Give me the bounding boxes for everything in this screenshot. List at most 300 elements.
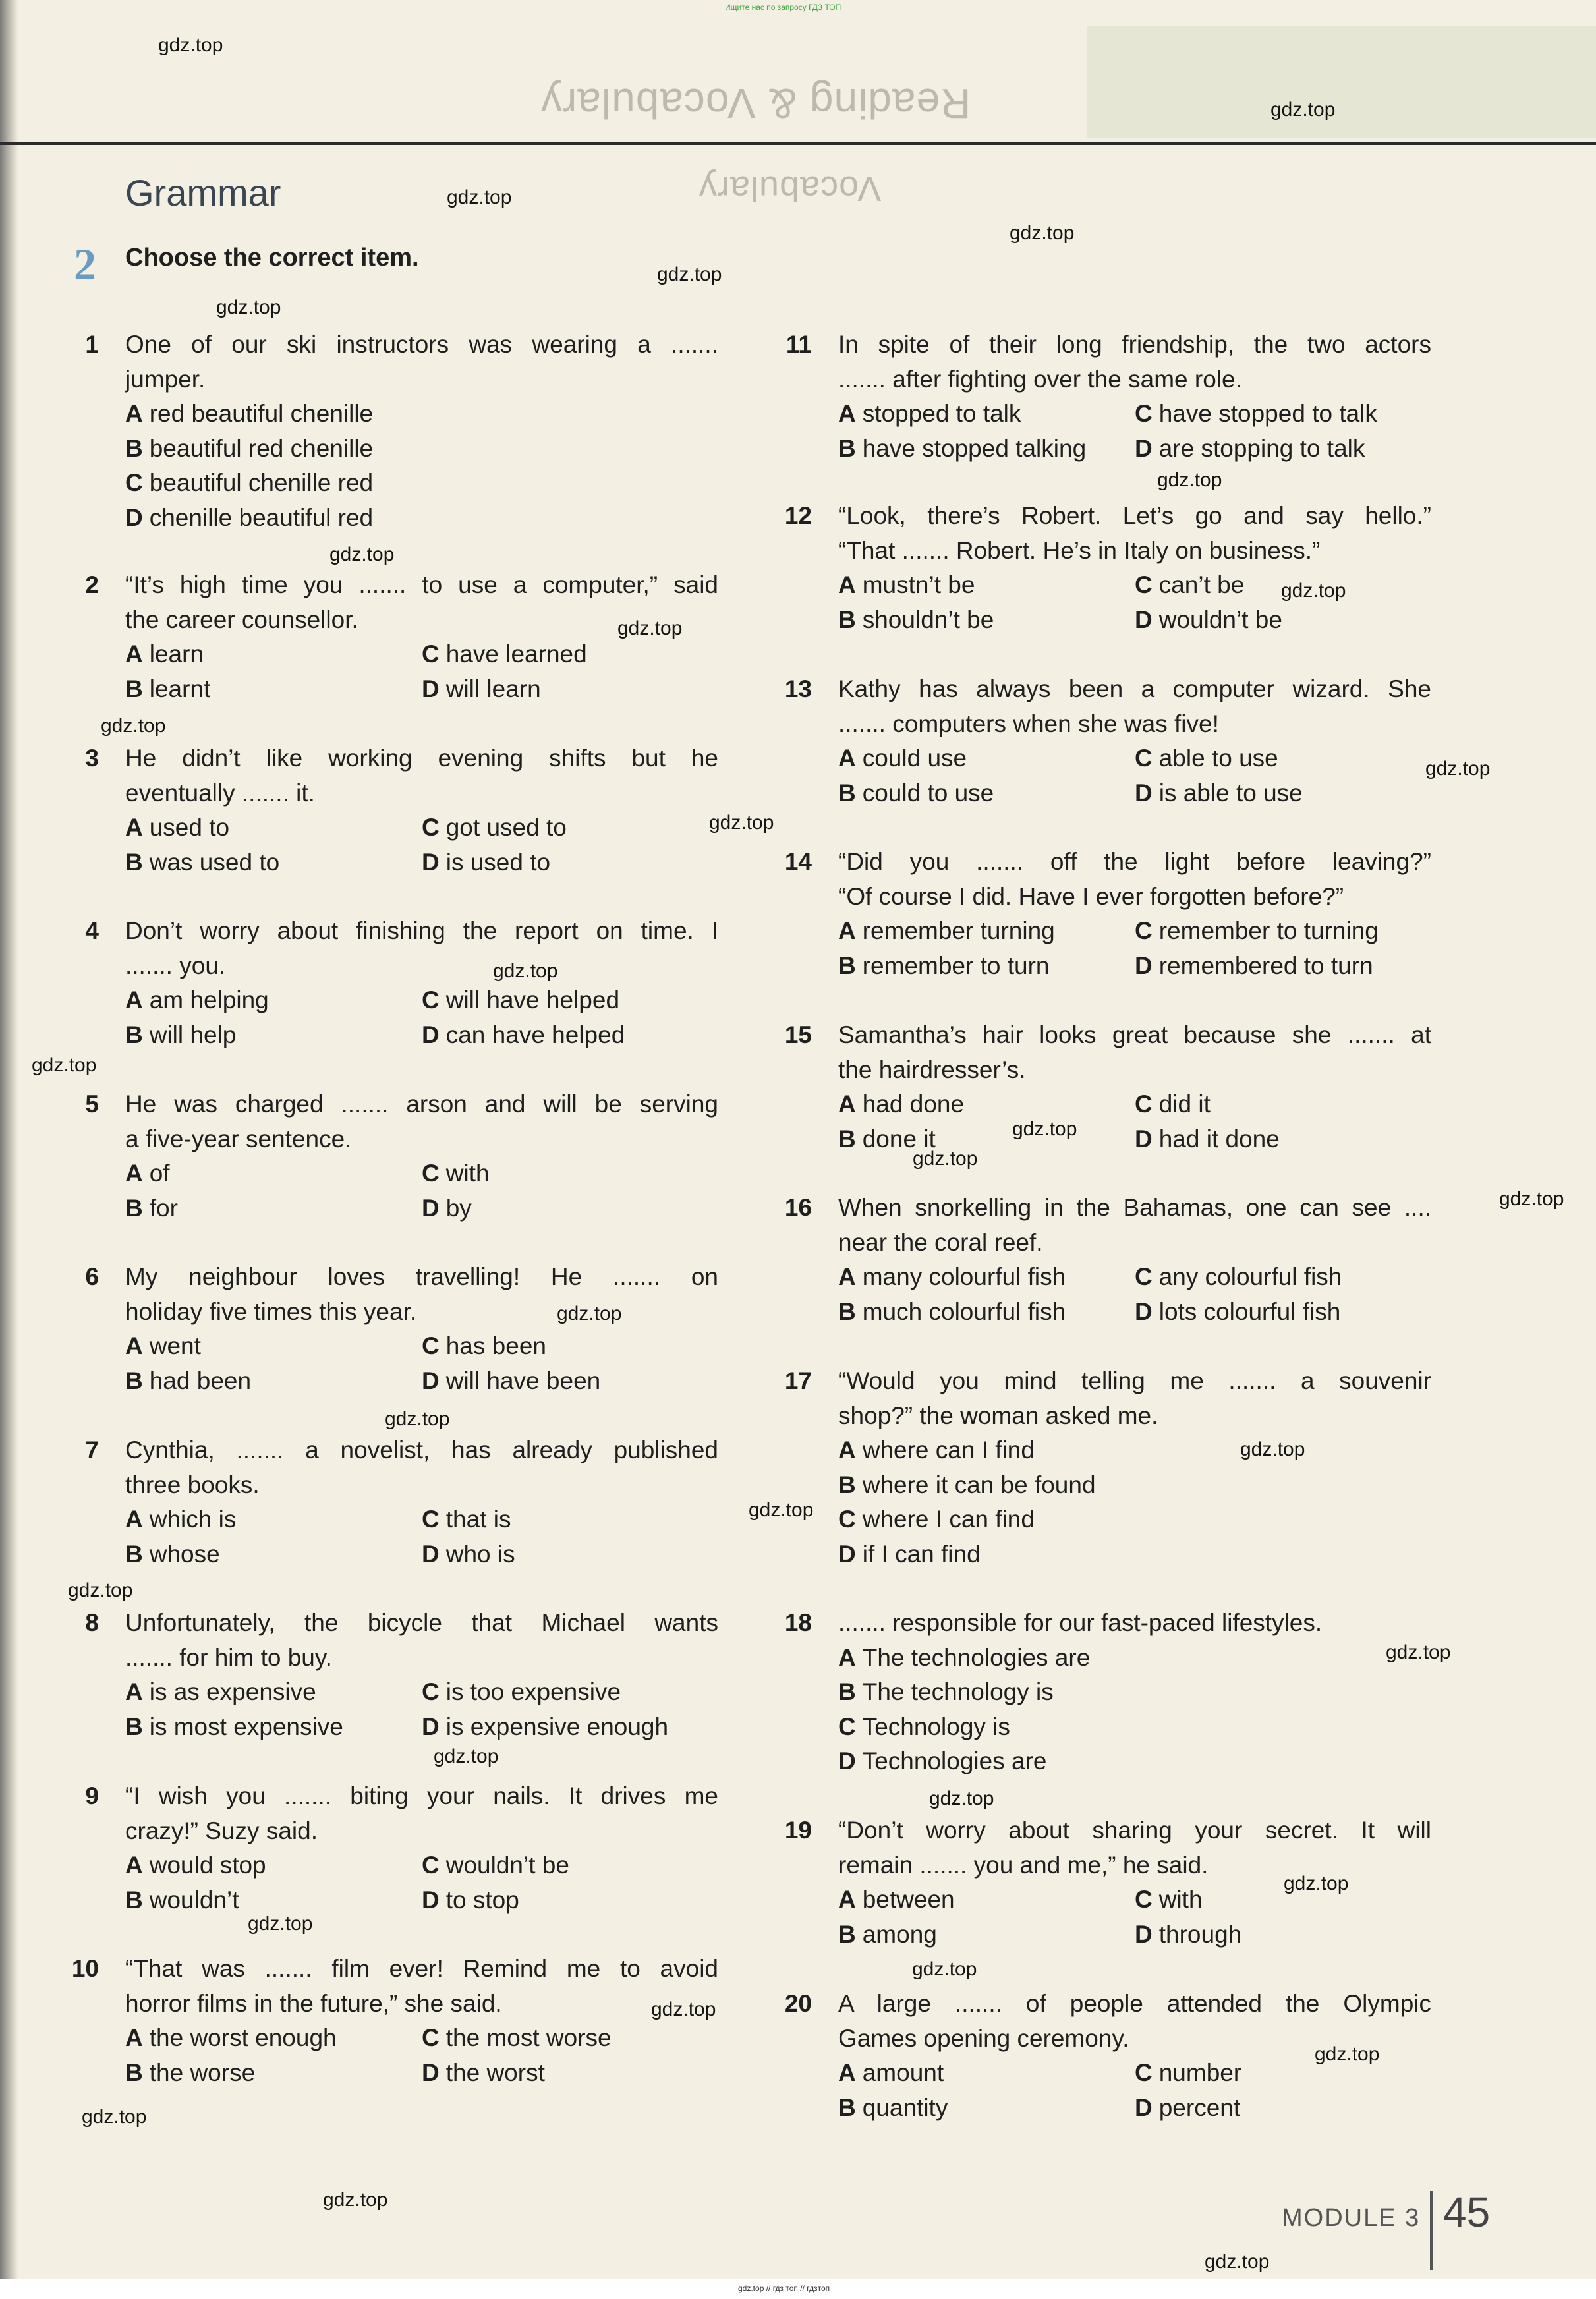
answer-option-a[interactable] <box>125 1156 422 1191</box>
option-letter: D <box>422 1713 440 1740</box>
answer-option-d[interactable] <box>422 1710 718 1745</box>
option-letter: A <box>125 1852 143 1879</box>
option-text: Technologies are <box>862 1747 1047 1774</box>
answer-options <box>838 914 1431 983</box>
option-letter: A <box>838 745 856 772</box>
option-text: stopped to talk <box>862 400 1021 427</box>
answer-option-d[interactable] <box>422 1364 718 1399</box>
option-text: will help <box>149 1021 237 1048</box>
question-stem-line: jumper. <box>125 365 206 393</box>
answer-option-d[interactable] <box>1135 1295 1431 1330</box>
answer-option-b[interactable] <box>125 845 422 880</box>
option-text: had been <box>149 1367 252 1394</box>
answer-option-b[interactable] <box>838 1675 1431 1710</box>
answer-option-c[interactable] <box>422 2021 718 2056</box>
question-7 <box>85 1433 718 1572</box>
option-text: is too expensive <box>445 1678 621 1705</box>
answer-option-c[interactable] <box>1135 1883 1431 1917</box>
watermark-text: gdz.top <box>323 2189 388 2211</box>
option-text: the worse <box>149 2058 256 2086</box>
answer-option-d[interactable] <box>1135 1917 1431 1952</box>
option-letter: D <box>1135 606 1153 633</box>
option-text: remember to turning <box>1158 917 1379 944</box>
question-number: 20 <box>784 1990 812 2017</box>
question-stem-line: Games opening ceremony. <box>838 2024 1129 2052</box>
question-number: 9 <box>85 1782 99 1809</box>
option-text: are stopping to talk <box>1158 434 1365 462</box>
option-letter: C <box>1135 400 1153 427</box>
option-text: have stopped to talk <box>1158 400 1377 427</box>
answer-option-a[interactable] <box>838 914 1135 949</box>
option-letter: B <box>838 1920 856 1948</box>
answer-options <box>125 1848 718 1917</box>
watermark-text: gdz.top <box>434 1746 499 1767</box>
question-stem-line: My neighbour loves travelling! He ....... on <box>125 1263 718 1290</box>
question-stem-line: Don’t worry about finishing the report on time. I <box>125 917 718 944</box>
option-text: used to <box>149 814 230 841</box>
question-number: 6 <box>85 1263 99 1290</box>
option-letter: C <box>422 986 440 1013</box>
answer-options <box>125 397 718 535</box>
answer-option-c[interactable] <box>1135 2056 1431 2091</box>
option-text: by <box>445 1194 472 1222</box>
question-number: 15 <box>784 1021 812 1048</box>
option-text: much colourful fish <box>862 1297 1066 1325</box>
question-stem-line: shop?” the woman asked me. <box>838 1402 1158 1429</box>
option-text: if I can find <box>862 1540 981 1568</box>
watermark-text: gdz.top <box>709 812 774 834</box>
answer-option-a[interactable] <box>125 397 718 432</box>
answer-option-a[interactable] <box>125 983 422 1018</box>
option-letter: A <box>125 640 143 667</box>
watermark-text: gdz.top <box>1315 2043 1380 2065</box>
answer-option-c[interactable] <box>1135 914 1431 949</box>
question-number: 17 <box>784 1367 812 1394</box>
watermark-text: gdz.top <box>749 1499 814 1521</box>
watermark-text: gdz.top <box>1499 1188 1564 1210</box>
answer-option-c[interactable] <box>422 1329 718 1364</box>
option-text: wouldn’t be <box>445 1852 569 1879</box>
option-letter: D <box>422 1367 440 1394</box>
option-text: The technology is <box>862 1678 1054 1705</box>
module-label: MODULE 3 <box>1282 2204 1421 2232</box>
option-text: for <box>149 1194 178 1222</box>
top-note: Ищите нас по запросу ГДЗ ТОП <box>725 3 841 12</box>
question-18 <box>784 1606 1431 1779</box>
answer-options <box>125 1329 718 1398</box>
option-letter: D <box>422 1194 440 1222</box>
answer-option-c[interactable] <box>1135 397 1431 432</box>
option-text: whose <box>149 1540 220 1568</box>
option-letter: A <box>125 2024 143 2051</box>
option-letter: B <box>838 434 856 462</box>
question-5 <box>85 1087 718 1226</box>
question-1 <box>85 327 718 535</box>
option-letter: A <box>838 400 856 427</box>
option-text: remembered to turn <box>1158 951 1373 979</box>
question-stem-line: ....... computers when she was five! <box>838 710 1219 737</box>
answer-option-b[interactable] <box>125 2056 422 2091</box>
option-text: chenille beautiful red <box>149 503 374 531</box>
answer-option-c[interactable] <box>125 466 718 501</box>
option-text: is used to <box>445 848 551 876</box>
answer-option-d[interactable] <box>838 1744 1431 1779</box>
option-letter: C <box>1135 917 1153 944</box>
answer-option-d[interactable] <box>422 1883 718 1918</box>
option-text: can’t be <box>1158 571 1245 598</box>
answer-option-b[interactable] <box>838 603 1135 638</box>
option-text: able to use <box>1158 745 1278 772</box>
option-text: wouldn’t <box>149 1886 239 1914</box>
answer-option-c[interactable] <box>838 1502 1431 1537</box>
answer-option-d[interactable] <box>422 845 718 880</box>
option-letter: B <box>125 1194 143 1222</box>
option-text: could use <box>862 745 967 772</box>
question-stem-line: holiday five times this year. <box>125 1297 417 1325</box>
question-6 <box>85 1260 718 1398</box>
answer-option-a[interactable] <box>125 1675 422 1710</box>
answer-option-a[interactable] <box>125 1502 422 1537</box>
question-stem-line: the career counsellor. <box>125 606 358 633</box>
watermark-text: gdz.top <box>557 1303 622 1324</box>
option-letter: D <box>1135 2093 1153 2121</box>
watermark-text: gdz.top <box>1386 1641 1451 1663</box>
option-letter: D <box>422 2058 440 2086</box>
answer-option-a[interactable] <box>125 810 422 845</box>
option-letter: B <box>838 1297 856 1325</box>
option-text: beautiful red chenille <box>149 434 374 462</box>
option-text: learn <box>149 640 204 667</box>
answer-option-b[interactable] <box>125 1537 422 1572</box>
option-text: mustn’t be <box>862 571 975 598</box>
watermark-text: gdz.top <box>1240 1438 1305 1460</box>
question-number: 16 <box>784 1194 812 1221</box>
question-stem-line: crazy!” Suzy said. <box>125 1817 318 1844</box>
answer-option-d[interactable] <box>125 501 718 536</box>
question-stem-line: Unfortunately, the bicycle that Michael wants <box>125 1609 718 1636</box>
answer-option-c[interactable] <box>1135 741 1431 776</box>
answer-options <box>838 397 1431 466</box>
bleed-through-title: Reading & Vocabulary <box>540 80 971 127</box>
option-letter: D <box>1135 1297 1153 1325</box>
option-text: have learned <box>445 640 587 667</box>
option-text: quantity <box>862 2093 948 2121</box>
question-stem-line: ....... after fighting over the same role. <box>838 365 1242 393</box>
option-letter: C <box>422 1160 440 1187</box>
question-stem-line: ....... for him to buy. <box>125 1643 332 1671</box>
option-letter: D <box>422 1886 440 1914</box>
option-letter: C <box>1135 745 1153 772</box>
answer-option-a[interactable] <box>125 637 422 672</box>
question-stem-line: three books. <box>125 1471 260 1498</box>
answer-options <box>838 1087 1431 1156</box>
option-letter: A <box>125 986 143 1013</box>
option-letter: D <box>422 1540 440 1568</box>
answer-options <box>125 2021 718 2090</box>
option-text: with <box>1158 1886 1203 1913</box>
question-stem-line: He didn’t like working evening shifts but he <box>125 745 718 772</box>
answer-option-b[interactable] <box>838 1917 1135 1952</box>
question-4 <box>85 914 718 1052</box>
question-8 <box>85 1606 718 1744</box>
option-text: have stopped talking <box>862 434 1087 462</box>
answer-option-d[interactable] <box>422 2056 718 2091</box>
option-text: the worst <box>445 2058 545 2086</box>
watermark-text: gdz.top <box>1205 2251 1270 2273</box>
watermark-text: gdz.top <box>1010 222 1075 244</box>
answer-option-a[interactable] <box>838 1260 1135 1295</box>
question-number: 1 <box>85 331 99 358</box>
option-text: percent <box>1158 2093 1241 2121</box>
option-text: is as expensive <box>149 1678 316 1705</box>
option-text: went <box>149 1332 201 1359</box>
question-stem-line: horror films in the future,” she said. <box>125 1989 502 2017</box>
question-13 <box>784 672 1431 810</box>
answer-option-d[interactable] <box>1135 432 1431 467</box>
answer-option-d[interactable] <box>838 1537 1431 1572</box>
question-stem-line: “I wish you ....... biting your nails. It drives me <box>125 1782 718 1809</box>
answer-options <box>125 1502 718 1572</box>
question-stem-line: eventually ....... it. <box>125 779 315 807</box>
question-stem-line: “Did you ....... off the light before leaving?” <box>838 848 1431 875</box>
answer-option-b[interactable] <box>838 1295 1135 1330</box>
option-text: to stop <box>445 1886 519 1914</box>
option-letter: D <box>1135 1125 1153 1152</box>
option-text: would stop <box>149 1852 266 1879</box>
watermark-text: gdz.top <box>82 2106 147 2128</box>
watermark-text: gdz.top <box>1157 469 1222 491</box>
option-letter: B <box>838 779 856 807</box>
answer-option-b[interactable] <box>838 432 1135 467</box>
watermark-text: gdz.top <box>1425 758 1491 780</box>
question-10 <box>71 1952 718 2090</box>
answer-option-d[interactable] <box>1135 776 1431 811</box>
option-letter: B <box>125 675 143 702</box>
option-text: through <box>1158 1920 1242 1948</box>
answer-option-c[interactable] <box>838 1710 1431 1745</box>
option-text: with <box>445 1160 490 1187</box>
watermark-text: gdz.top <box>447 186 512 208</box>
option-letter: B <box>125 1886 143 1914</box>
option-letter: B <box>838 951 856 979</box>
answer-option-b[interactable] <box>838 949 1135 984</box>
answer-option-c[interactable] <box>422 983 718 1018</box>
answer-option-c[interactable] <box>422 1502 718 1537</box>
answer-options <box>838 741 1431 810</box>
answer-option-c[interactable] <box>422 1675 718 1710</box>
option-text: amount <box>862 2059 944 2086</box>
option-letter: B <box>838 606 856 633</box>
answer-option-b[interactable] <box>838 2091 1135 2126</box>
question-3 <box>85 741 718 880</box>
question-stem-line: remain ....... you and me,” he said. <box>838 1851 1209 1879</box>
answer-option-d[interactable] <box>422 1018 718 1053</box>
answer-option-c[interactable] <box>422 1848 718 1883</box>
option-text: the worst enough <box>149 2024 337 2051</box>
question-14 <box>784 845 1431 983</box>
question-stem-line: “Would you mind telling me ....... a souvenir <box>838 1367 1431 1394</box>
question-stem-line: “Of course I did. Have I ever forgotten before?” <box>838 882 1344 910</box>
option-letter: C <box>1135 1091 1153 1118</box>
option-text: done it <box>862 1125 936 1152</box>
option-letter: B <box>125 848 143 876</box>
answer-option-b[interactable] <box>125 432 718 467</box>
option-letter: A <box>838 1263 856 1290</box>
option-text: can have helped <box>445 1021 625 1048</box>
option-letter: C <box>838 1713 856 1740</box>
answer-option-a[interactable] <box>838 1087 1135 1122</box>
option-letter: C <box>422 2024 440 2051</box>
question-stem-line: One of our ski instructors was wearing a ....... <box>125 331 718 358</box>
option-letter: D <box>422 1021 440 1048</box>
answer-option-a[interactable] <box>838 397 1135 432</box>
answer-options <box>838 1260 1431 1329</box>
option-letter: C <box>1135 2059 1153 2086</box>
question-number: 7 <box>85 1436 99 1463</box>
question-stem-line: “Look, there’s Robert. Let’s go and say hello.” <box>838 502 1431 529</box>
option-letter: A <box>838 1091 856 1118</box>
question-16 <box>784 1191 1431 1329</box>
option-letter: C <box>422 1506 440 1533</box>
answer-option-a[interactable] <box>125 1848 422 1883</box>
question-stem-line: He was charged ....... arson and will be serving <box>125 1091 718 1118</box>
question-stem-line: “That was ....... film ever! Remind me to avoid <box>125 1955 718 1982</box>
option-letter: D <box>1135 1920 1153 1948</box>
answer-option-c[interactable] <box>422 1156 718 1191</box>
section-title: Grammar <box>125 172 281 213</box>
option-letter: D <box>125 503 143 531</box>
answer-option-a[interactable] <box>125 1329 422 1364</box>
option-text: will learn <box>445 675 541 702</box>
answer-options <box>125 1675 718 1744</box>
answer-option-c[interactable] <box>422 810 718 845</box>
option-letter: D <box>838 1540 856 1568</box>
option-letter: A <box>125 814 143 841</box>
answer-option-a[interactable] <box>838 741 1135 776</box>
question-number: 8 <box>85 1609 99 1636</box>
option-letter: B <box>125 1367 143 1394</box>
watermark-text: gdz.top <box>1270 99 1336 121</box>
option-text: learnt <box>149 675 211 702</box>
option-letter: B <box>125 1540 143 1568</box>
answer-option-a[interactable] <box>838 568 1135 603</box>
option-letter: A <box>838 1436 856 1463</box>
question-number: 11 <box>785 331 812 358</box>
question-stem-line: ....... responsible for our fast-paced lifestyles. <box>838 1609 1323 1636</box>
question-stem-line: In spite of their long friendship, the two actors <box>838 331 1431 358</box>
question-stem-line: “It’s high time you ....... to use a computer,” said <box>125 571 718 598</box>
answer-option-b[interactable] <box>838 1122 1135 1157</box>
watermark-text: gdz.top <box>329 544 395 565</box>
answer-option-b[interactable] <box>125 1364 422 1399</box>
option-text: got used to <box>445 814 567 841</box>
option-text: is most expensive <box>149 1713 343 1740</box>
option-letter: B <box>125 2058 143 2086</box>
option-letter: C <box>1135 1263 1153 1290</box>
option-letter: C <box>838 1506 856 1533</box>
answer-option-a[interactable] <box>838 1883 1135 1917</box>
answer-option-b[interactable] <box>125 1018 422 1053</box>
option-text: is expensive enough <box>445 1713 669 1740</box>
answer-option-c[interactable] <box>422 637 718 672</box>
answer-option-a[interactable] <box>838 1433 1431 1468</box>
option-text: lots colourful fish <box>1158 1297 1341 1325</box>
answer-option-c[interactable] <box>1135 1260 1431 1295</box>
answer-option-d[interactable] <box>422 672 718 707</box>
option-text: number <box>1158 2059 1242 2086</box>
question-stem-line: a five-year sentence. <box>125 1125 352 1152</box>
answer-options <box>125 637 718 706</box>
question-stem-line: Kathy has always been a computer wizard. She <box>838 675 1431 702</box>
header-rule <box>0 142 1596 145</box>
option-text: is able to use <box>1158 779 1303 807</box>
answer-option-d[interactable] <box>1135 2091 1431 2126</box>
option-letter: A <box>838 1886 856 1913</box>
option-letter: D <box>838 1747 856 1774</box>
bleed-through-vocabulary: Vocabulary <box>698 169 882 208</box>
answer-option-b[interactable] <box>125 1710 422 1745</box>
question-stem-line: Cynthia, ....... a novelist, has already published <box>125 1436 718 1463</box>
option-letter: B <box>838 2093 856 2121</box>
question-stem-line: A large ....... of people attended the Olympic <box>838 1990 1431 2017</box>
option-text: had it done <box>1158 1125 1280 1152</box>
answer-options <box>838 2056 1431 2125</box>
answer-option-b[interactable] <box>838 776 1135 811</box>
option-text: has been <box>445 1332 546 1359</box>
option-letter: B <box>838 1471 856 1498</box>
option-text: will have helped <box>445 986 620 1013</box>
question-number: 3 <box>85 745 99 772</box>
watermark-text: gdz.top <box>1281 580 1346 602</box>
question-11 <box>785 327 1431 466</box>
option-text: was used to <box>149 848 280 876</box>
answer-option-d[interactable] <box>422 1537 718 1572</box>
option-letter: C <box>422 640 440 667</box>
watermark-text: gdz.top <box>657 264 722 285</box>
option-letter: D <box>1135 951 1153 979</box>
answer-option-d[interactable] <box>1135 603 1431 638</box>
option-text: could to use <box>862 779 994 807</box>
watermark-text: gdz.top <box>913 1148 978 1170</box>
option-text: where can I find <box>862 1436 1035 1463</box>
option-letter: B <box>125 434 143 462</box>
question-stem-line: “That ....... Robert. He’s in Italy on business.” <box>838 536 1321 564</box>
answer-option-a[interactable] <box>838 2056 1135 2091</box>
question-stem-line: When snorkelling in the Bahamas, one can see .... <box>838 1194 1431 1221</box>
answer-option-a[interactable] <box>125 2021 422 2056</box>
option-text: Technology is <box>862 1713 1010 1740</box>
answer-option-c[interactable] <box>1135 1087 1431 1122</box>
option-text: which is <box>149 1506 237 1533</box>
option-text: beautiful chenille red <box>149 469 374 496</box>
answer-option-a[interactable] <box>838 1641 1431 1676</box>
answer-options <box>838 1641 1431 1779</box>
answer-option-d[interactable] <box>1135 949 1431 984</box>
option-text: where I can find <box>862 1506 1035 1533</box>
answer-option-b[interactable] <box>125 672 422 707</box>
option-text: will have been <box>445 1367 601 1394</box>
watermark-text: gdz.top <box>617 617 683 639</box>
page-binding-edge <box>0 0 18 2299</box>
answer-option-b[interactable] <box>125 1191 422 1226</box>
question-stem-line: Samantha’s hair looks great because she ....... at <box>838 1021 1431 1048</box>
option-letter: A <box>125 1160 143 1187</box>
answer-option-d[interactable] <box>422 1191 718 1226</box>
question-number: 18 <box>784 1609 812 1636</box>
watermark-text: gdz.top <box>101 715 166 737</box>
answer-option-d[interactable] <box>1135 1122 1431 1157</box>
answer-option-b[interactable] <box>838 1468 1431 1503</box>
